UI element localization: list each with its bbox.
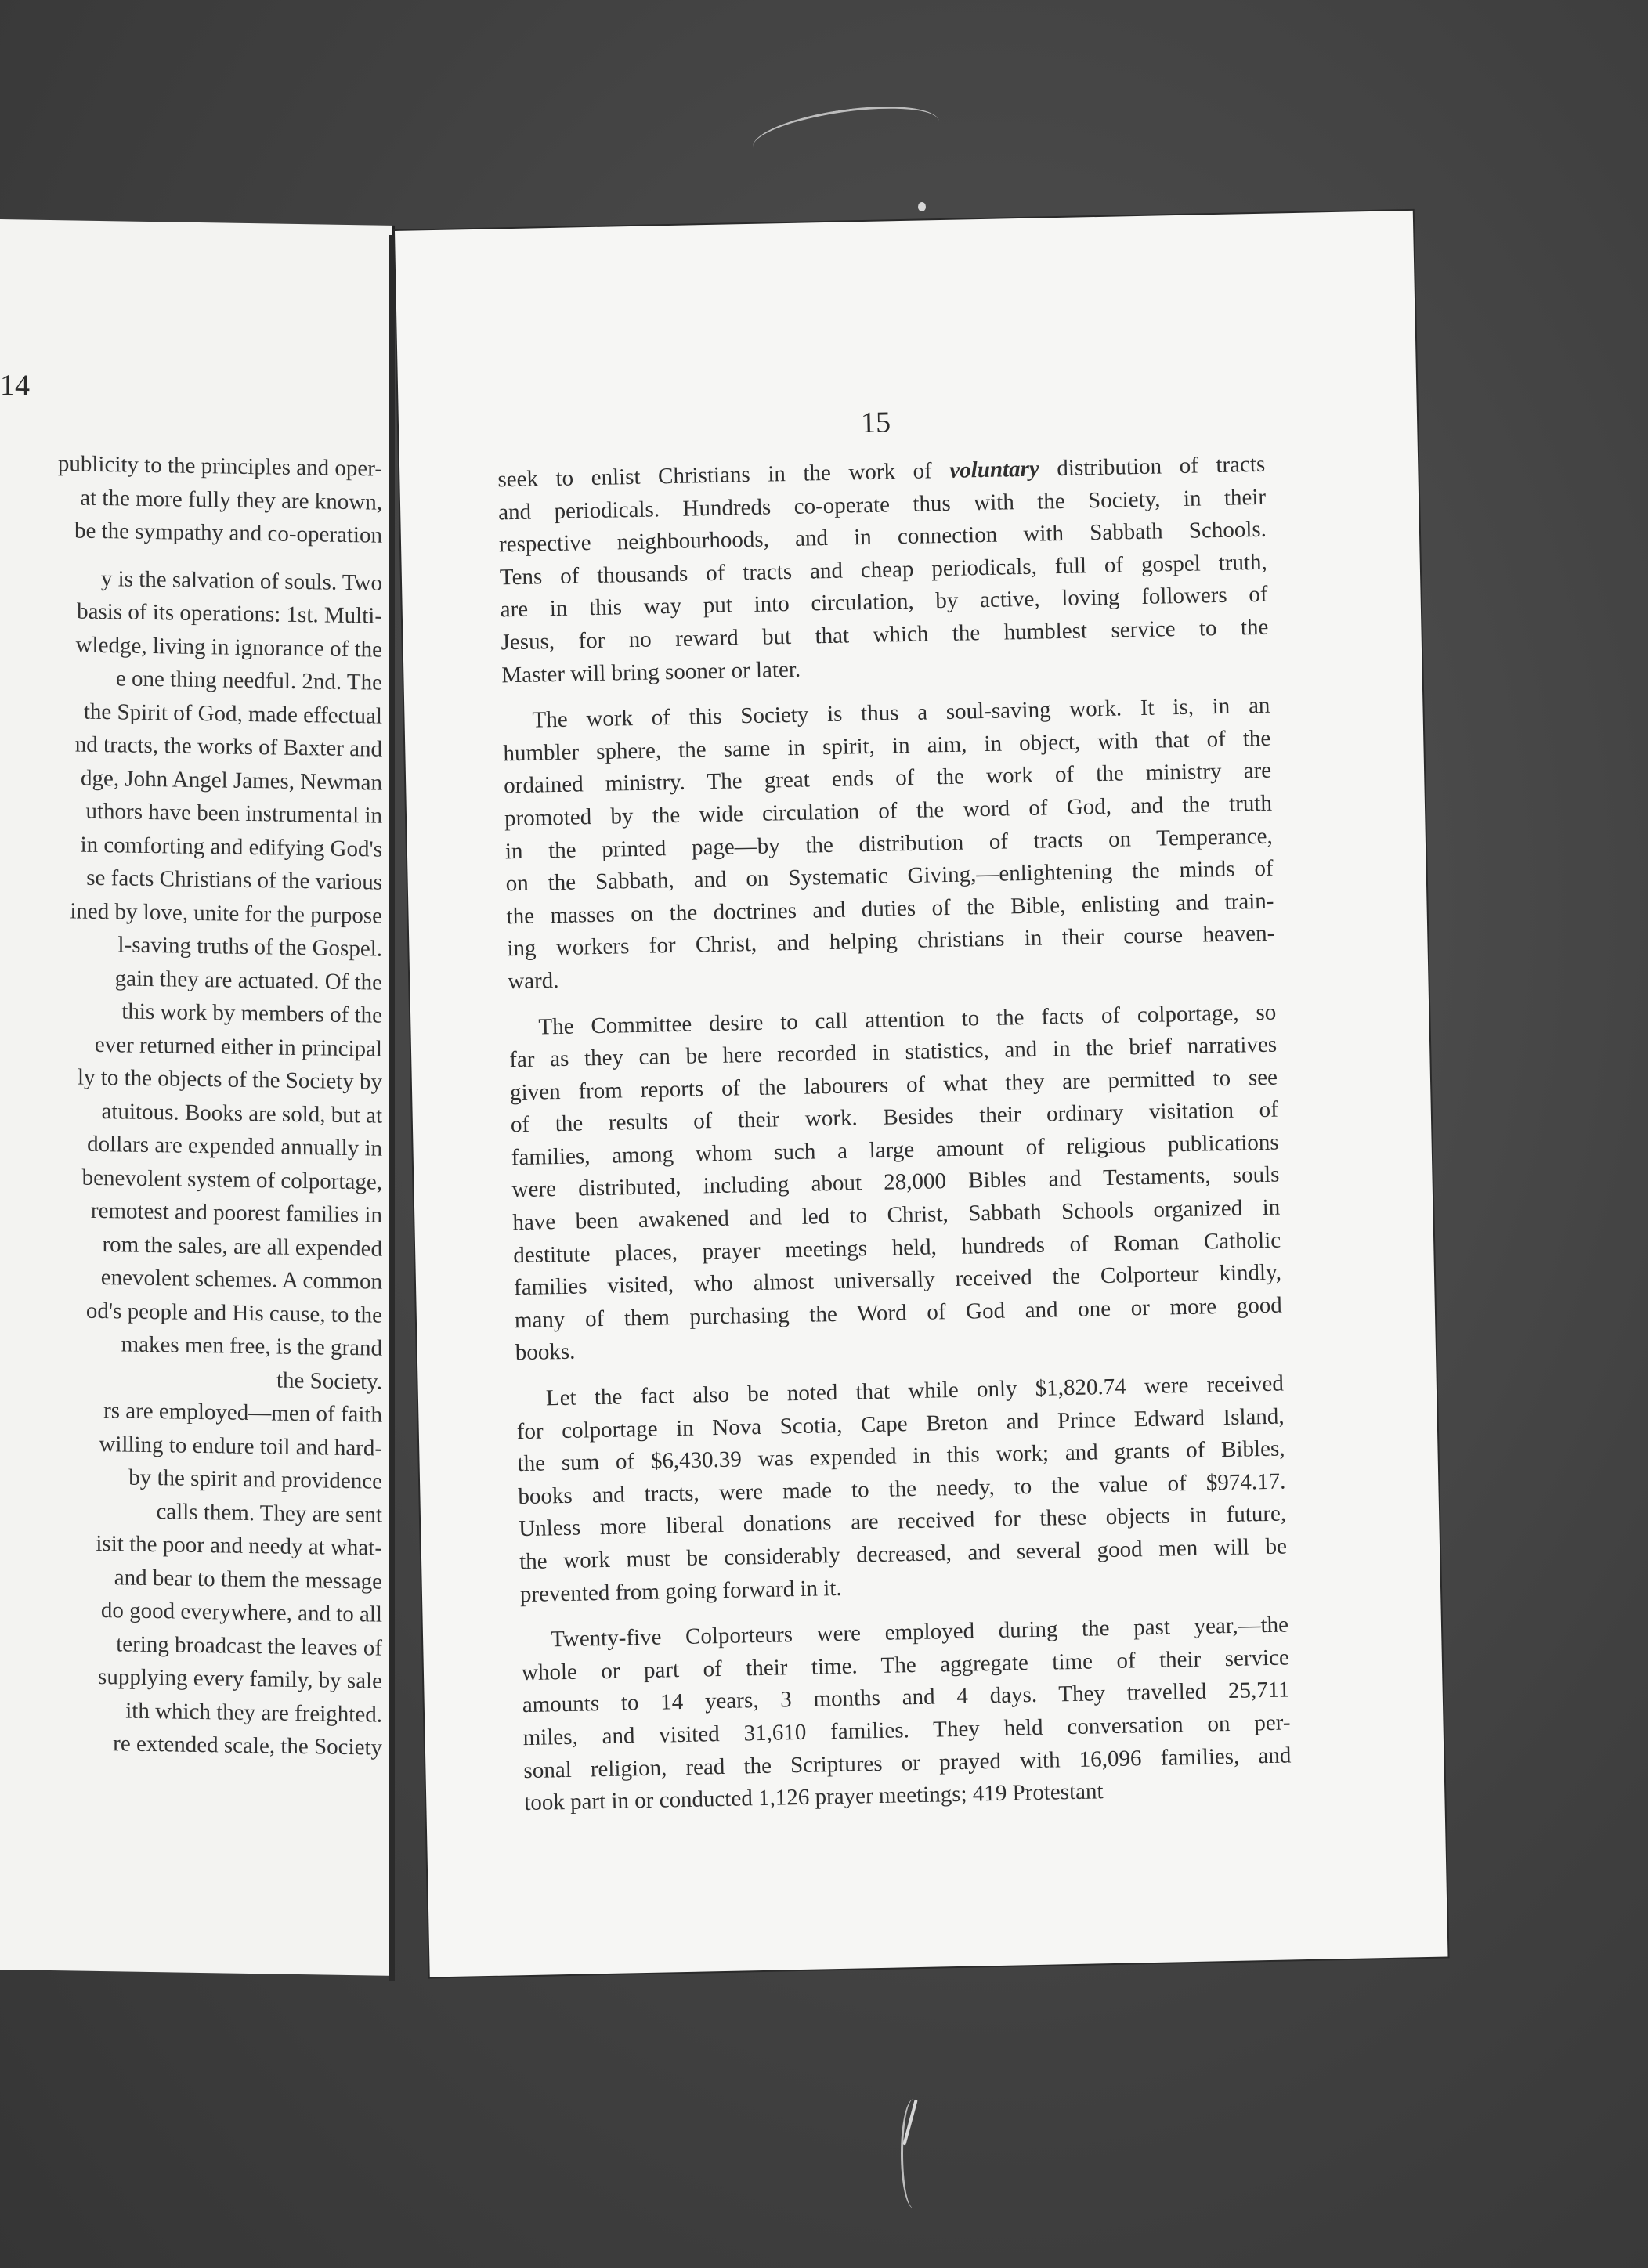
text-segment: the work must be considerably decreased, and several good men will be [519, 1533, 1288, 1575]
paragraph [516, 1368, 1288, 1612]
text-line: wledge, living in ignorance of the [75, 632, 382, 663]
text-segment: in the printed page—by the distribution of tracts on Temperance, [504, 823, 1274, 864]
text-segment: have been awakened and led to Christ, Sabbath Schools organized in [512, 1194, 1281, 1236]
paragraph [508, 996, 1283, 1370]
text-segment: ordained ministry. The great ends of the work of the ministry are [503, 758, 1272, 799]
text-line: tering broadcast the leaves of [116, 1631, 382, 1661]
right-page [395, 211, 1447, 1977]
text-segment: and periodicals. Hundreds co-operate thus with the Society, in their [497, 484, 1267, 525]
text-line: dollars are expended annually in [87, 1131, 382, 1161]
text-segment: given from reports of the labourers of what they are permitted to see [509, 1064, 1278, 1105]
text-segment: are in this way put into circulation, by active, loving followers of [500, 582, 1268, 623]
paragraph [521, 1609, 1292, 1820]
text-segment: were distributed, including about 28,000 Bibles and Testaments, souls [511, 1162, 1280, 1203]
text-line: uthors have been instrumental in [85, 798, 382, 829]
text-segment: of the results of their work. Besides their ordinary visitation of [510, 1096, 1279, 1138]
text-segment: Jesus, for no reward but that which the humblest service to the [501, 614, 1269, 655]
text-segment: Unless more liberal donations are received for these objects in future, [518, 1501, 1287, 1542]
text-segment: amounts to 14 years, 3 months and 4 days. They travelled 25,711 [522, 1677, 1290, 1718]
text-line: dge, John Angel James, Newman [81, 765, 382, 796]
text-segment: Twenty-five Colporteurs were employed during the past year,—the [550, 1612, 1289, 1652]
text-line: re extended scale, the Society [113, 1731, 382, 1761]
text-segment: the sum of $6,430.39 was expended in this work; and grants of Bibles, [517, 1436, 1285, 1477]
text-line: y is the salvation of souls. Two [100, 565, 382, 596]
text-segment: prevented from going forward in it. [519, 1575, 842, 1607]
text-line: ly to the objects of the Society by [77, 1064, 382, 1095]
text-segment: The Committee desire to call attention to the facts of colportage, so [538, 999, 1277, 1040]
text-segment: for colportage in Nova Scotia, Cape Breton and Prince Edward Island, [516, 1403, 1285, 1444]
text-segment: on the Sabbath, and on Systematic Giving,—enlightening the minds of [505, 855, 1274, 897]
text-line: nd tracts, the works of Baxter and [74, 731, 382, 762]
text-line: willing to endure toil and hard- [99, 1431, 382, 1461]
left-page-text [0, 445, 382, 1764]
text-line: the Society. [276, 1367, 382, 1395]
text-line: and bear to them the message [114, 1564, 382, 1594]
book-gutter [389, 235, 395, 1981]
film-speck [918, 202, 926, 211]
text-segment: took part in or conducted 1,126 prayer meetings; 419 Protestant [523, 1779, 1104, 1816]
text-segment: The work of this Society is thus a soul-saving work. It is, in an [532, 692, 1270, 733]
text-segment: whole or part of their time. The aggregate time of their service [521, 1645, 1290, 1685]
text-segment: promoted by the wide circulation of the word of God, and the truth [504, 790, 1273, 832]
text-line: se facts Christians of the various [86, 865, 382, 895]
text-line: remotest and poorest families in [90, 1197, 382, 1228]
text-line: ined by love, unite for the purpose [70, 897, 382, 929]
text-line: do good everywhere, and to all [100, 1598, 382, 1627]
text-segment: ward. [507, 967, 559, 995]
text-line: ith which they are freighted. [125, 1698, 382, 1728]
text-segment: Master will bring sooner or later. [501, 656, 801, 688]
right-page-number: 15 [860, 406, 891, 440]
right-page-text [497, 449, 1292, 1833]
text-segment: Tens of thousands of tracts and cheap periodicals, full of gospel truth, [499, 549, 1268, 590]
text-segment: sonal religion, read the Scriptures or prayed with 16,096 families, and [523, 1742, 1292, 1783]
text-segment: miles, and visited 31,610 families. They held conversation on per- [522, 1710, 1291, 1751]
text-segment: humbler sphere, the same in spirit, in aim, in object, with that of the [503, 725, 1271, 767]
text-line: rs are employed—men of faith [103, 1398, 382, 1428]
text-line: in comforting and edifying God's [80, 832, 382, 862]
text-line: rom the sales, are all expended [102, 1231, 382, 1262]
text-segment: books and tracts, were made to the needy, to the value of $974.17. [518, 1468, 1286, 1509]
text-line: supplying every family, by sale [98, 1663, 382, 1694]
text-line: gain they are actuated. Of the [114, 965, 382, 995]
text-segment: many of them purchasing the Word of God and one or more good [514, 1292, 1283, 1334]
text-segment: ing workers for Christ, and helping christians in their course heaven- [507, 920, 1275, 962]
text-segment: seek to enlist Christians in the work of [497, 457, 950, 493]
emphasized-word: voluntary [949, 456, 1040, 483]
text-line: at the more fully they are known, [80, 485, 382, 515]
text-line: atuitous. Books are sold, but at [101, 1098, 382, 1129]
text-line: basis of its operations: 1st. Multi- [77, 598, 382, 629]
text-line: isit the poor and needy at what- [96, 1530, 382, 1561]
left-page-number: 14 [0, 369, 30, 403]
text-line: the Spirit of God, made effectual [83, 699, 382, 729]
left-page [0, 219, 392, 1976]
text-line: enevolent schemes. A common [100, 1265, 382, 1295]
text-line: od's people and His cause, to the [85, 1298, 382, 1328]
text-line: calls them. They are sent [156, 1498, 382, 1528]
text-line: ever returned either in principal [94, 1031, 382, 1062]
text-segment: books. [515, 1339, 576, 1366]
paragraph [497, 449, 1270, 692]
text-line: by the spirit and providence [128, 1464, 382, 1494]
text-segment: families, among whom such a large amount of religious publications [511, 1129, 1279, 1171]
text-line: makes men free, is the grand [121, 1331, 382, 1361]
text-line: l-saving truths of the Gospel. [117, 932, 382, 962]
text-line: publicity to the principles and oper- [57, 451, 382, 482]
text-segment: distribution of tracts [1039, 451, 1266, 482]
text-segment: respective neighbourhoods, and in connection with Sabbath Schools. [498, 516, 1267, 558]
text-line: this work by members of the [121, 999, 382, 1028]
text-segment: Let the fact also be noted that while only $1,820.74 were received [545, 1371, 1285, 1411]
text-segment: destitute places, prayer meetings held, hundreds of Roman Catholic [512, 1227, 1281, 1268]
film-scratch [901, 2099, 927, 2208]
text-segment: far as they can be here recorded in statistics, and in the brief narratives [508, 1031, 1278, 1073]
text-line: be the sympathy and co-operation [74, 518, 382, 548]
paragraph [502, 690, 1275, 999]
text-segment: families visited, who almost universally received the Colporteur kindly, [513, 1259, 1282, 1301]
text-segment: the masses on the doctrines and duties of the Bible, enlisting and train- [506, 888, 1274, 930]
text-line: e one thing needful. 2nd. The [115, 666, 382, 695]
text-line: benevolent system of colportage, [81, 1165, 382, 1195]
